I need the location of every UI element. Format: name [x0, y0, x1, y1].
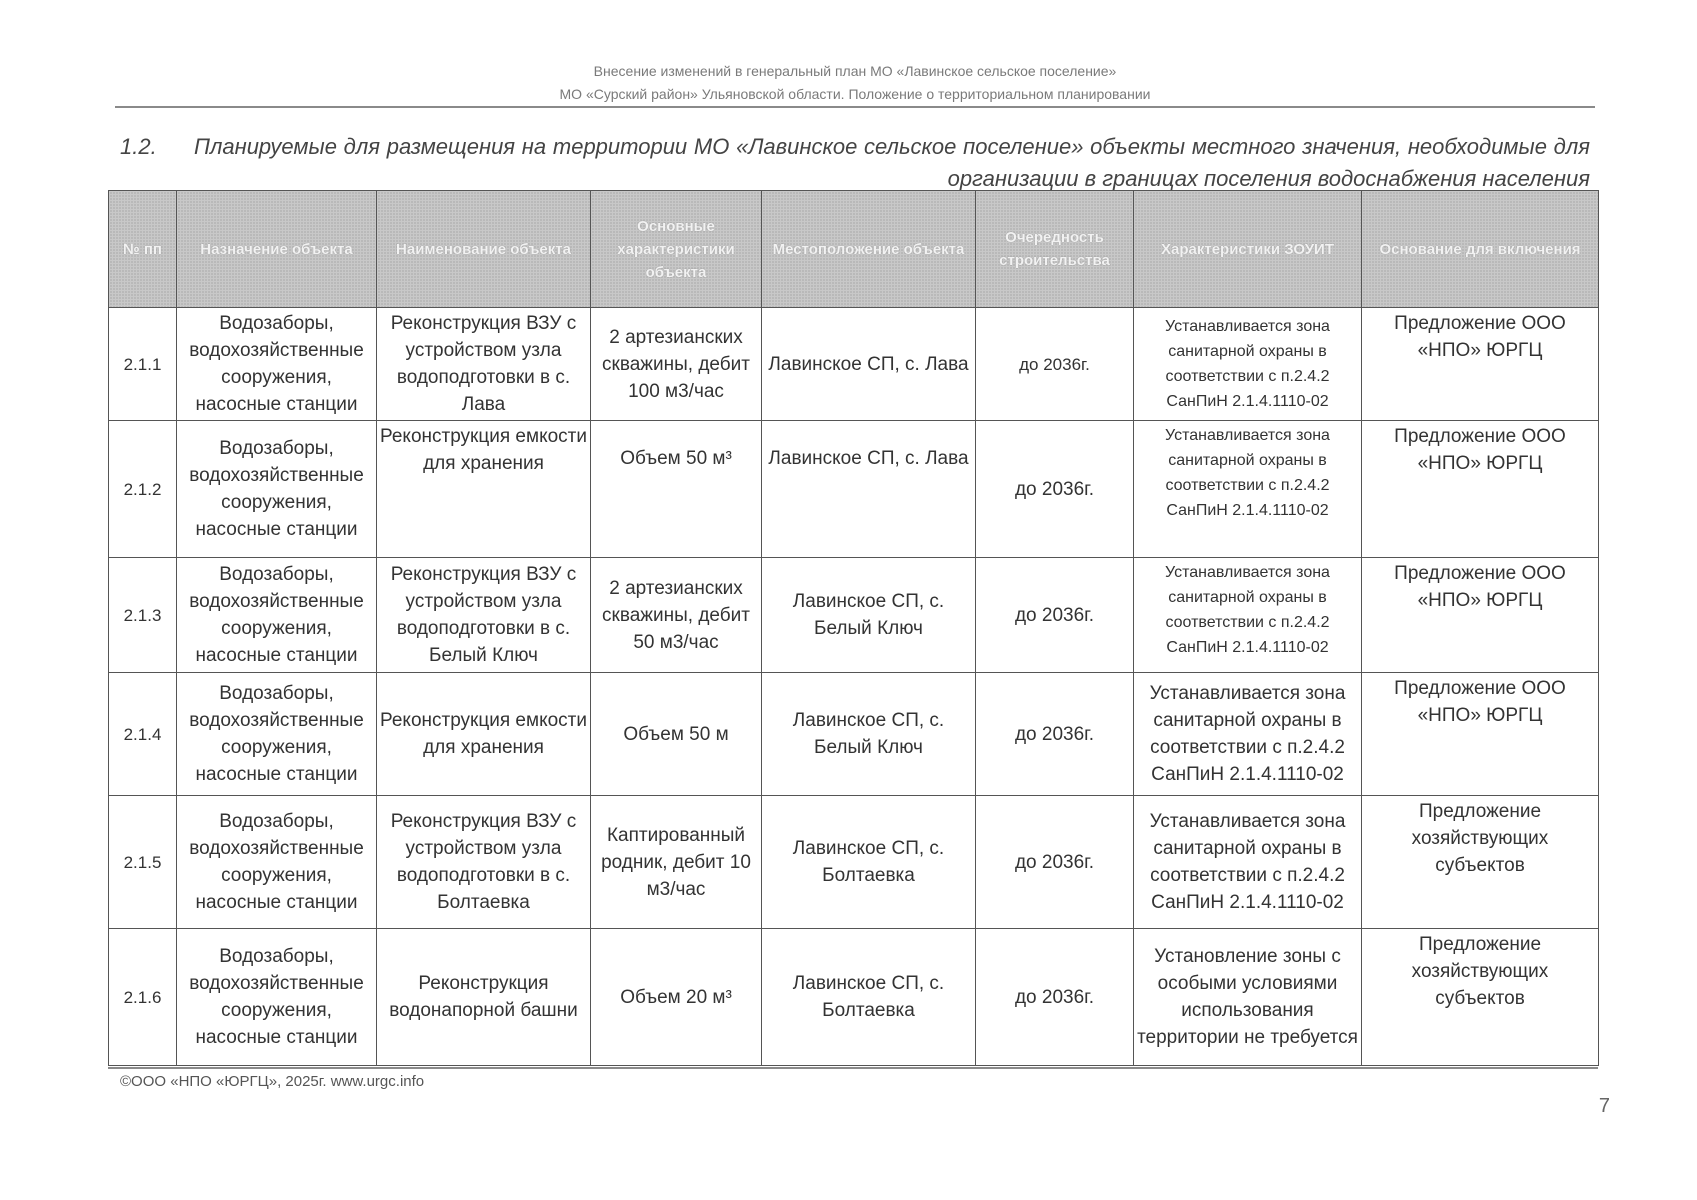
cell-zone: Устанавливается зона санитарной охраны в соответствии с п.2.4.2 СанПиН 2.1.4.1110-02 — [1134, 558, 1362, 673]
cell-location: Лавинское СП, с. Болтаевка — [762, 796, 976, 929]
cell-term: до 2036г. — [976, 929, 1134, 1066]
table-row — [109, 673, 1599, 796]
column-header-location: Местоположение объекта — [762, 191, 976, 308]
cell-number: 2.1.3 — [109, 558, 177, 673]
document-header — [115, 60, 1595, 106]
cell-name: Реконструкция водонапорной башни — [377, 929, 591, 1066]
cell-name: Реконструкция ВЗУ с устройством узла водоподготовки в с. Болтаевка — [377, 796, 591, 929]
column-header-term: Очередность строительства — [976, 191, 1134, 308]
cell-purpose: Водозаборы, водохозяйственные сооружения, насосные станции — [177, 558, 377, 673]
cell-number: 2.1.6 — [109, 929, 177, 1066]
table-row — [109, 421, 1599, 558]
cell-number: 2.1.2 — [109, 421, 177, 558]
cell-location: Лавинское СП, с. Болтаевка — [762, 929, 976, 1066]
cell-name: Реконструкция емкости для хранения — [377, 421, 591, 558]
cell-basis: Предложение ООО «НПО» ЮРГЦ — [1362, 558, 1599, 673]
cell-name: Реконструкция ВЗУ с устройством узла водоподготовки в с. Белый Ключ — [377, 558, 591, 673]
cell-zone: Устанавливается зона санитарной охраны в соответствии с п.2.4.2 СанПиН 2.1.4.1110-02 — [1134, 673, 1362, 796]
cell-term: до 2036г. — [976, 796, 1134, 929]
cell-number: 2.1.5 — [109, 796, 177, 929]
cell-term: до 2036г. — [976, 558, 1134, 673]
cell-term: до 2036г. — [976, 308, 1134, 421]
cell-purpose: Водозаборы, водохозяйственные сооружения, насосные станции — [177, 421, 377, 558]
cell-basis: Предложение ООО «НПО» ЮРГЦ — [1362, 421, 1599, 558]
cell-location: Лавинское СП, с. Белый Ключ — [762, 558, 976, 673]
cell-location: Лавинское СП, с. Лава — [762, 421, 976, 558]
cell-basis: Предложение ООО «НПО» ЮРГЦ — [1362, 308, 1599, 421]
header-divider — [115, 106, 1595, 108]
page-number: 7 — [1598, 1095, 1610, 1117]
cell-term: до 2036г. — [976, 673, 1134, 796]
cell-zone: Устанавливается зона санитарной охраны в соответствии с п.2.4.2 СанПиН 2.1.4.1110-02 — [1134, 796, 1362, 929]
column-header-purpose: Назначение объекта — [177, 191, 377, 308]
cell-characteristics: 2 артезианских скважины, дебит 100 м3/час — [591, 308, 762, 421]
cell-purpose: Водозаборы, водохозяйственные сооружения, насосные станции — [177, 929, 377, 1066]
cell-characteristics: Объем 50 м³ — [591, 421, 762, 558]
cell-purpose: Водозаборы, водохозяйственные сооружения, насосные станции — [177, 673, 377, 796]
column-header-characteristics: Основные характеристики объекта — [591, 191, 762, 308]
table-row — [109, 558, 1599, 673]
column-header-basis: Основание для включения — [1362, 191, 1599, 308]
cell-location: Лавинское СП, с. Лава — [762, 308, 976, 421]
table-row — [109, 308, 1599, 421]
footer-divider — [108, 1067, 1598, 1069]
cell-basis: Предложение хозяйствующих субъектов — [1362, 796, 1599, 929]
table-row — [109, 796, 1599, 929]
cell-purpose: Водозаборы, водохозяйственные сооружения, насосные станции — [177, 308, 377, 421]
section-number: 1.2. — [120, 134, 157, 159]
cell-name: Реконструкция ВЗУ с устройством узла водоподготовки в с. Лава — [377, 308, 591, 421]
cell-characteristics: Каптированный родник, дебит 10 м3/час — [591, 796, 762, 929]
cell-characteristics: Объем 20 м³ — [591, 929, 762, 1066]
footer-copyright: ©ООО «НПО «ЮРГЦ», 2025г. www.urgc.info — [120, 1073, 425, 1090]
cell-zone: Устанавливается зона санитарной охраны в соответствии с п.2.4.2 СанПиН 2.1.4.1110-02 — [1134, 421, 1362, 558]
section-title: Планируемые для размещения на территории МО «Лавинское сельское поселение» объекты местного значения, необходимые для организации в границах поселения водоснабжения населения — [194, 134, 1590, 191]
cell-name: Реконструкция емкости для хранения — [377, 673, 591, 796]
header-line-2: МО «Сурский район» Ульяновской области. Положение о территориальном планировании — [559, 86, 1151, 102]
cell-location: Лавинское СП, с. Белый Ключ — [762, 673, 976, 796]
header-line-1: Внесение изменений в генеральный план МО «Лавинское сельское поселение» — [593, 63, 1117, 79]
column-header-number: № пп — [109, 191, 177, 308]
section-heading — [120, 131, 1590, 195]
cell-characteristics: Объем 50 м — [591, 673, 762, 796]
cell-basis: Предложение ООО «НПО» ЮРГЦ — [1362, 673, 1599, 796]
cell-characteristics: 2 артезианских скважины, дебит 50 м3/час — [591, 558, 762, 673]
column-header-zone: Характеристики ЗОУИТ — [1134, 191, 1362, 308]
cell-number: 2.1.4 — [109, 673, 177, 796]
table-row — [109, 929, 1599, 1066]
cell-basis: Предложение хозяйствующих субъектов — [1362, 929, 1599, 1066]
cell-zone: Установление зоны с особыми условиями использования территории не требуется — [1134, 929, 1362, 1066]
column-header-name: Наименование объекта — [377, 191, 591, 308]
cell-number: 2.1.1 — [109, 308, 177, 421]
cell-term: до 2036г. — [976, 421, 1134, 558]
planned-objects-table — [108, 190, 1599, 1066]
cell-zone: Устанавливается зона санитарной охраны в соответствии с п.2.4.2 СанПиН 2.1.4.1110-02 — [1134, 308, 1362, 421]
cell-purpose: Водозаборы, водохозяйственные сооружения, насосные станции — [177, 796, 377, 929]
table-header-row — [109, 191, 1599, 308]
